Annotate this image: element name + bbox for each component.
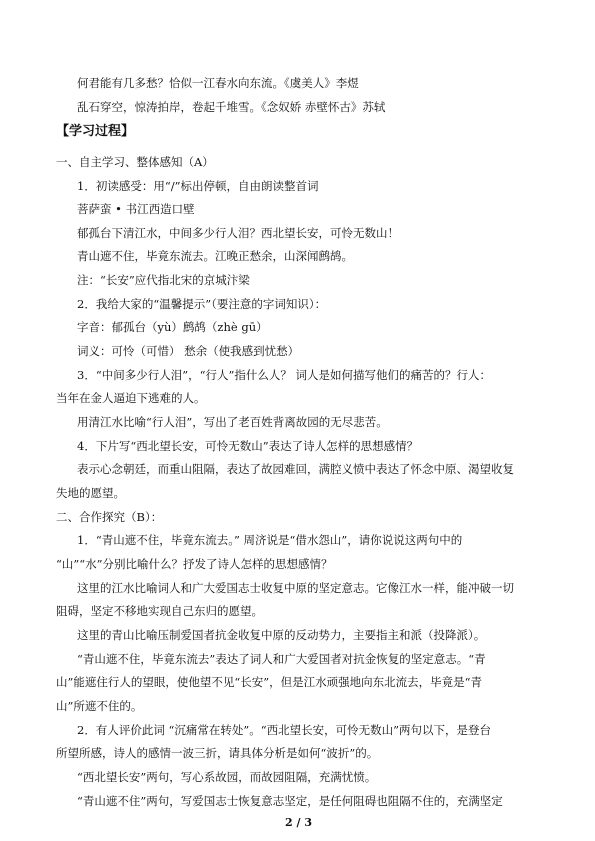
poem-line: 郁孤台下清江水，中间多少行人泪？西北望长安，可怜无数山！: [77, 226, 399, 240]
answer-line: “青山遮不住”两句，写爱国志士恢复意志坚定，是任何阻碍也阻隔不住的，充满坚定: [77, 794, 503, 808]
section-heading: 二、合作探究（B）：: [56, 510, 163, 524]
section-heading: 一、自主学习、整体感知（A）: [56, 155, 214, 169]
pronunciation-line: 字音：郁孤台（yù）鹧鸪（zhè gū）: [77, 320, 268, 334]
page-number: 2 / 3: [285, 816, 312, 829]
answer-line: 阻碍，坚定不移地实现自己东归的愿望。: [56, 604, 263, 618]
question-line: 2．有人评价此词 “沉痛常在转处”。“西北望长安，可怜无数山”两句以下，是登台: [77, 723, 491, 737]
question-line: 4．下片写“西北望长安，可怜无数山”表达了诗人怎样的思想感情？: [77, 439, 419, 453]
question-line: 所望所感，诗人的感情一波三折，请具体分析是如何“波折”的。: [56, 746, 379, 760]
answer-line: 山”能遮住行人的望眼，使他望不见“长安”，但是江水顽强地向东北流去，毕竟是“青: [56, 675, 483, 689]
answer-line: 这里的青山比喻压制爱国者抗金收复中原的反动势力，主要指主和派（投降派）。: [77, 628, 486, 642]
section-title: 【学习过程】: [56, 124, 135, 139]
answer-line: 用清江水比喻“行人泪”，写出了老百姓背离故园的无尽悲苦。: [77, 415, 388, 429]
poem-title: 菩萨蛮 • 书江西造口壁: [77, 202, 195, 216]
question-line: 3．“中间多少行人泪”，“行人”指什么人？ 词人是如何描写他们的痛苦的？行人：: [77, 368, 491, 382]
answer-line: 当年在金人逼迫下逃难的人。: [56, 391, 206, 405]
poem-quote-line: 乱石穿空，惊涛拍岸，卷起千堆雪。《念奴娇 赤壁怀古》苏轼: [77, 100, 386, 114]
question-line: 2．我给大家的“温馨提示”（要注意的字词知识）：: [77, 297, 327, 311]
answer-line: 山”所遮不住的。: [56, 699, 143, 713]
question-line: “山”“水”分别比喻什么？抒发了诗人怎样的思想感情？: [56, 557, 333, 571]
answer-line: 表示心念朝廷，而重山阻隔，表达了故园难回，满腔义愤中表达了怀念中原、渴望收复: [77, 462, 514, 476]
note-line: 注：“长安”应代指北宋的京城汴梁: [77, 273, 250, 287]
question-line: 1．初读感受：用“/”标出停顿，自由朗读整首词: [77, 179, 319, 193]
answer-line: “西北望长安”两句，写心系故园，而故园阻隔，充满忧愤。: [77, 770, 377, 784]
question-line: 1．“青山遮不住，毕竟东流去。” 周济说是“借水怨山”，请你说说这两句中的: [77, 533, 463, 547]
poem-line: 青山遮不住，毕竟东流去。江晚正愁余，山深闻鹧鸪。: [77, 249, 353, 263]
vocabulary-line: 词义：可怜（可惜） 愁余（使我感到忧愁）: [77, 344, 300, 358]
answer-line: “青山遮不住，毕竟东流去”表达了词人和广大爱国者对抗金恢复的坚定意志。“青: [77, 652, 486, 666]
poem-quote-line: 何君能有几多愁？恰似一江春水向东流。《虞美人》李煜: [77, 76, 359, 90]
answer-line: 失地的愿望。: [56, 486, 125, 500]
answer-line: 这里的江水比喻词人和广大爱国志士收复中原的坚定意志。它像江水一样，能冲破一切: [77, 581, 514, 595]
